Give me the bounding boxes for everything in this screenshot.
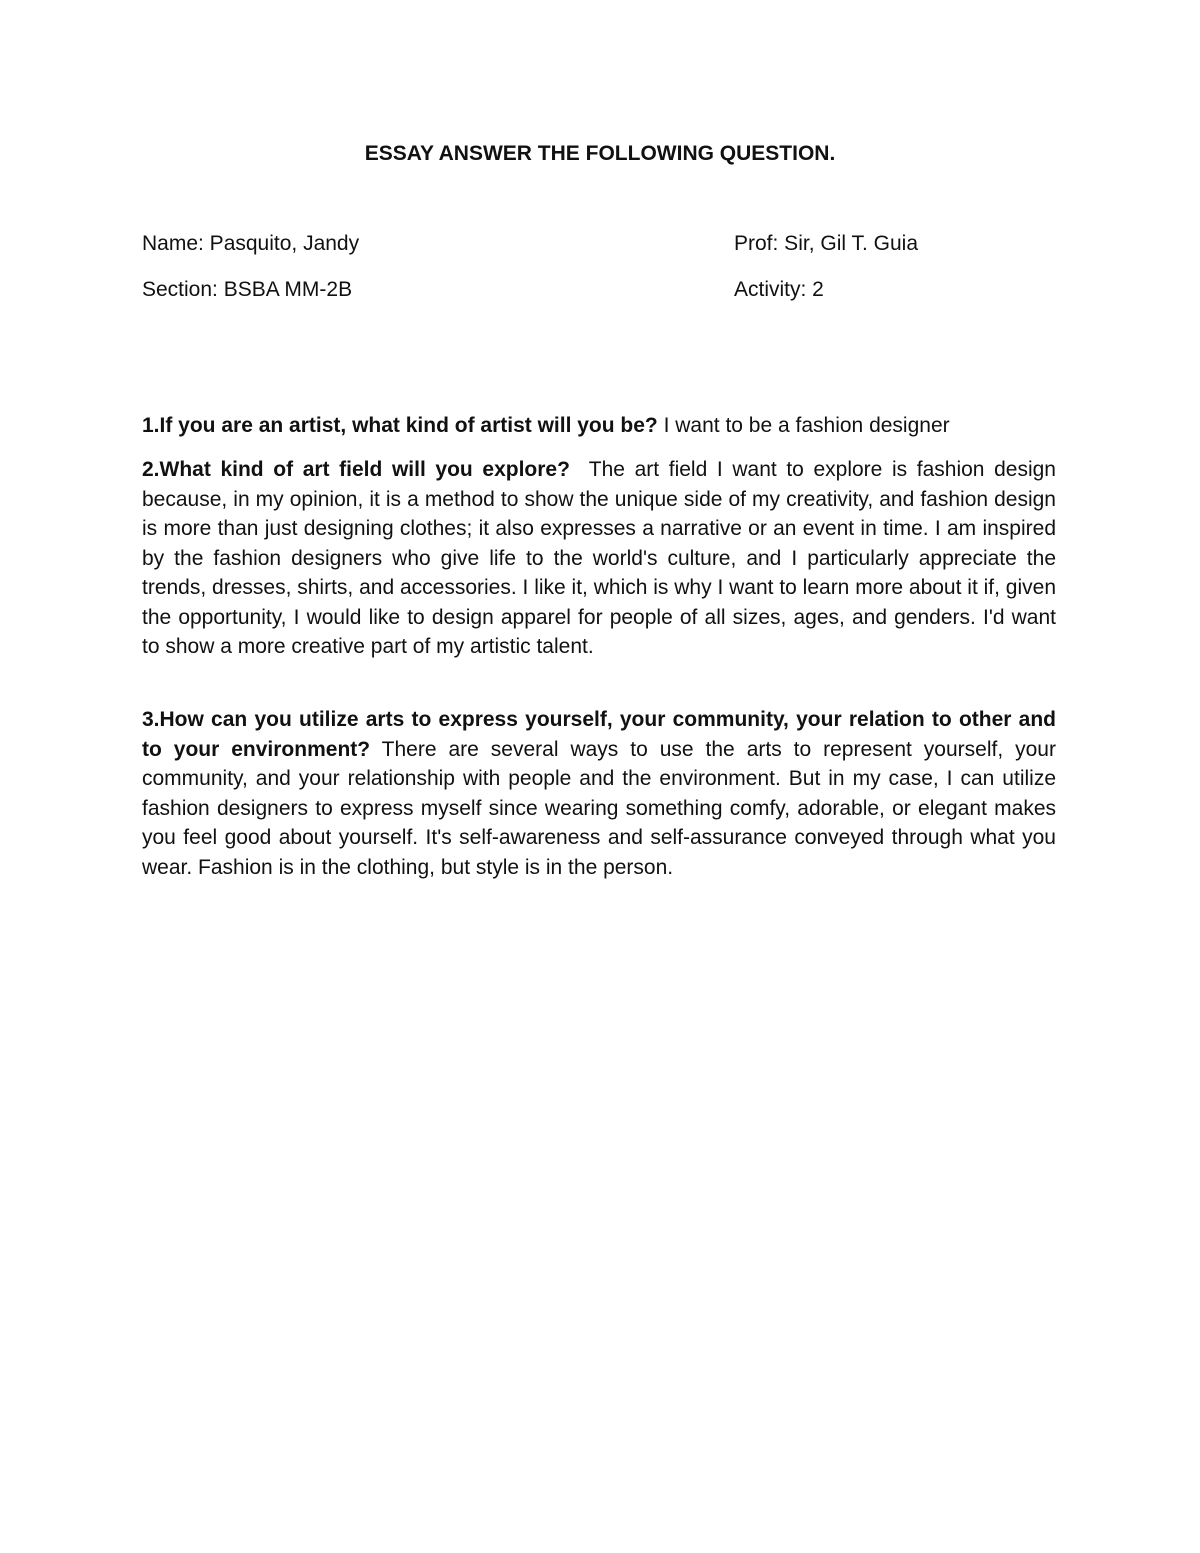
- student-name: Name: Pasquito, Jandy: [142, 232, 360, 255]
- question-answer-2: [142, 455, 1062, 662]
- question-1: 1.If you are an artist, what kind of artist will you be?: [142, 414, 658, 437]
- answer-2: The art field I want to explore is fashion design because, in my opinion, it is a method to show the unique side of my creativity, and fashion design is more than just designing clothes; it also expresses a narrative or an event in time. I am inspired by the fashion designers who give life to the world's culture, and I particularly appreciate the trends, dresses, shirts, and accessories. I like it, which is why I want to learn more about it if, given the opportunity, I would like to design apparel for people of all sizes, ages, and genders. I'd want to show a more creative part of my artistic talent.: [142, 458, 1062, 658]
- page-title: ESSAY ANSWER THE FOLLOWING QUESTION.: [364, 142, 836, 165]
- question-2: 2.What kind of art field will you explore?: [142, 458, 570, 481]
- question-answer-1: [142, 411, 1056, 441]
- answer-3: There are several ways to use the arts to represent yourself, your community, and your relationship with people and the environment. But in my case, I can utilize fashion designers to express myself since wearing something comfy, adorable, or elegant makes you feel good about yourself. It's self-awareness and self-assurance conveyed through what you wear. Fashion is in the clothing, but style is in the person.: [142, 737, 1056, 879]
- section-label: Section: BSBA MM-2B: [142, 278, 353, 301]
- question-3: 3.How can you utilize arts to express yourself, your community, your relation to other and to your environment?: [142, 708, 1056, 761]
- question-answer-3: [142, 705, 1056, 882]
- answer-1: I want to be a fashion designer: [657, 414, 950, 437]
- activity-label: Activity: 2: [734, 278, 824, 301]
- professor-name: Prof: Sir, Gil T. Guia: [734, 232, 919, 255]
